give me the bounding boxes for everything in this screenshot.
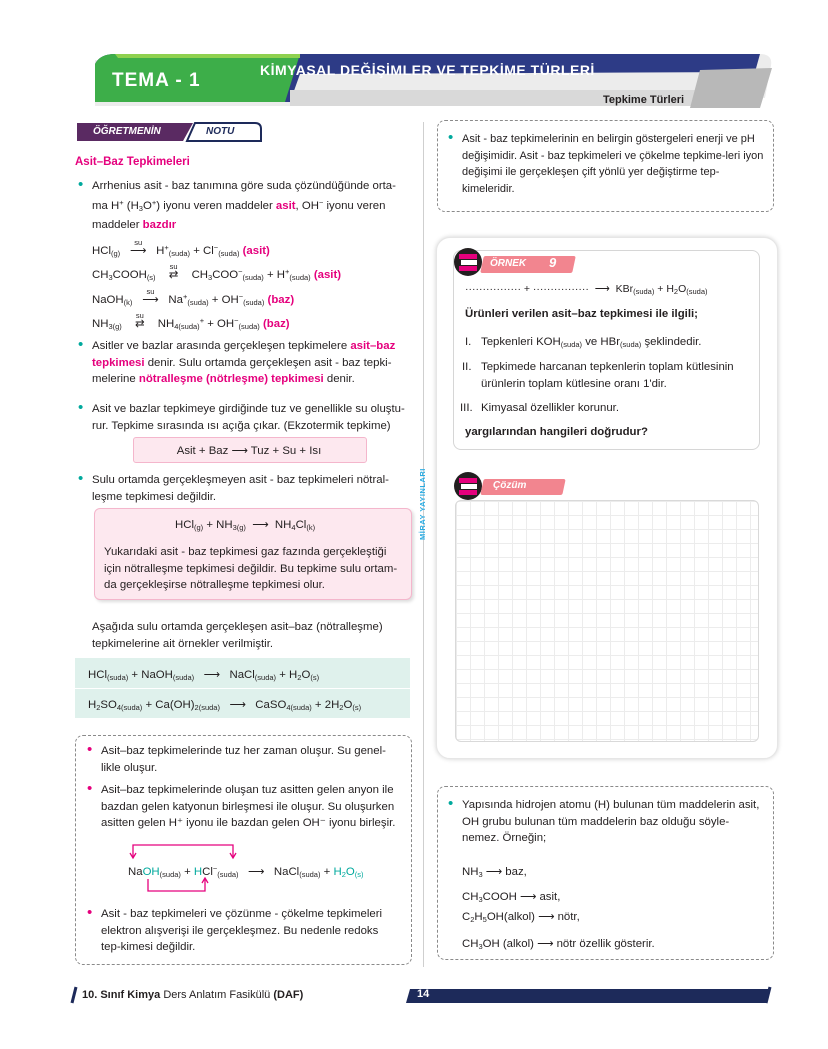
- item-1: Tepkenleri $KOH_{(suda)}$ ve HBr$_{(suda)}$ şeklindedir.: [481, 336, 702, 349]
- bullet-not-neutral: • Sulu ortamda gerçekleşmeyen asit - baz tepkimeleri nötral-leşme tepkimesi değildir.: [92, 472, 410, 505]
- bullet-asit-baz-def: • Asitler ve bazlar arasında gerçekleşen tepkimelere asit–baz tepkimesi denir. Sulu ortamda gerçekleşen asit - baz tepki- melerine nötralleşme (nötrleşme) tepkimesi denir.: [92, 338, 410, 388]
- neutralization-diagram: NaOH$_{(suda)}$ + HCl−$_{(suda)}$ ⟶ NaCl$_{(suda)}$ + $H_2O_{(s)}$: [125, 843, 385, 893]
- reaction-box-text: Asit + Baz ⟶ Tuz + Su + Isı: [176, 445, 322, 457]
- note-tuz: • Asit–baz tepkimelerinde tuz her zaman oluşur. Su genel-likle oluşur.: [101, 743, 401, 776]
- example-ch3oh: $CH_3OH$ (alkol) ⟶ nötr özellik gösterir.: [462, 938, 655, 951]
- equation-nh3: $NH_{3(g)}$ su ⇄ $NH_{4(suda)}^+ + OH^-_{(suda)}$ (baz): [92, 311, 290, 331]
- section-title: Asit–Baz Tepkimeleri: [75, 156, 190, 168]
- examples-intro: Aşağıda sulu ortamda gerçekleşen asit–baz (nötralleşme) tepkimelerine ait örnekler verilmiştir.: [92, 621, 383, 650]
- note-energy-ph: • Asit - baz tepkimelerinin en belirgin göstergeleri enerji ve pH değişimidir. Asit - baz tepkimeleri ve çökelme tepkime-leri iyon değişimi ile gerçekleşen çift yönlü yer değiştirme tep-kimeleridir.: [462, 131, 764, 197]
- equation-ch3cooh: $CH_3COOH_{(s)}$ su ⇄ $CH_3COO^-_{(suda)} + H^+_{(suda)}$ (asit): [92, 262, 342, 282]
- example-hcl-naoh: HCl$_{(suda)}$ + NaOH$_{(suda)}$ ⟶ NaCl$_{(suda)}$ + $H_2O_{(s)}$: [88, 669, 320, 682]
- pink-box-equation: $HCl_{(g)} + NH_{3(g)}$ ⟶ $NH_4Cl_{(k)}$: [175, 519, 316, 532]
- example-nh3: $NH_3$ ⟶ baz,: [462, 866, 527, 879]
- ask-text: yargılarından hangileri doğrudur?: [465, 426, 648, 438]
- equation-naoh: NaOH$_{(k)}$ su ⟶ $Na^+_{(suda)} + OH^-_{(suda)}$ (baz): [92, 287, 295, 307]
- note-tuz-olusum: • Asit–baz tepkimelerinde oluşan tuz asitten gelen anyon ile bazdan gelen katyonun birleşmesi ile oluşur. Su oluşurken asitten gelen H⁺ iyonu ile bazdan gelen OH⁻ iyonu birleşir.: [101, 782, 401, 832]
- book-stack-icon-2: [452, 471, 486, 501]
- bullet-tuz-su: • Asit ve bazlar tepkimeye girdiğinde tuz ve genellikle su oluştu-rur. Tepkime sırasında ısı açığa çıkar. (Ekzotermik tepkime): [92, 401, 410, 434]
- question-text: Ürünleri verilen asit–baz tepkimesi ile ilgili;: [465, 308, 698, 320]
- teacher-note-label2: NOTU: [206, 126, 235, 137]
- item-3: Kimyasal özellikler korunur.: [481, 402, 620, 414]
- note-hydrogen: • Yapısında hidrojen atomu (H) bulunan tüm maddelerin asit, OH grubu bulunan tüm maddelerin baz olduğu söyle-nemez. Örneğin;: [462, 797, 764, 847]
- item-2: Tepkimede harcanan tepkenlerin toplam kütlesinin ürünlerin toplam kütlesine oranı 1'dir.: [481, 361, 734, 390]
- header-subtitle: Tepkime Türleri: [603, 94, 685, 106]
- tema-label: TEMA - 1: [112, 70, 201, 91]
- note-redoks: • Asit - baz tepkimeleri ve çözünme - çökelme tepkimeleri elektron alışverişi ile gerçekleşmez. Bu nedenle redoks tep-kimesi değildir.: [101, 906, 401, 956]
- pink-box-text: Yukarıdaki asit - baz tepkimesi gaz fazında gerçekleştiği için nötralleşme tepkimesi değildir. Bu tepkime sulu ortam-da gerçekleşirse nötralleşme tepkimesi olur.: [104, 546, 398, 591]
- footer-book-title: 10. Sınıf Kimya Ders Anlatım Fasikülü (DAF): [82, 989, 304, 1001]
- cozum-label: Çözüm: [493, 480, 527, 491]
- page-number: 14: [417, 988, 430, 1000]
- solution-grid-area[interactable]: [455, 500, 759, 742]
- item-3-num: III.: [460, 402, 473, 414]
- teacher-note-label: ÖĞRETMENİN: [93, 126, 161, 137]
- bullet-arrhenius: • Arrhenius asit - baz tanımına göre suda çözündüğünde orta- ma H+ $(H_3O^+)$ iyonu veren maddeler asit, OH− iyonu veren maddeler bazdır: [92, 178, 410, 234]
- item-2-num: II.: [462, 361, 472, 373]
- publisher-side-label: MİRAY YAYINLARI: [418, 468, 427, 540]
- example-ch3cooh: $CH_3COOH$ ⟶ asit,: [462, 891, 561, 904]
- example-h2so4: $H_2SO_{4(suda)} + Ca(OH)_{2(suda)}$ ⟶ CaSO$_{4(suda)}$ + $2H_2O_{(s)}$: [88, 699, 362, 712]
- ornek-equation: ················ + ················ ⟶ $KBr_{(suda)} + H_2O_{(suda)}$: [465, 283, 708, 296]
- equation-hcl: HCl$_{(g)}$ su ⟶ $H^+_{(suda)} + Cl^-_{(suda)}$ (asit): [92, 238, 270, 258]
- column-divider: [423, 122, 424, 967]
- header-title: KİMYASAL DEĞİŞİMLER VE TEPKİME TÜRLERİ: [260, 62, 595, 78]
- ornek-label: ÖRNEK: [490, 258, 527, 269]
- ornek-number: 9: [549, 255, 557, 270]
- item-1-num: I.: [465, 336, 472, 348]
- example-c2h5oh: $C_2H_5OH(alkol)$ ⟶ nötr,: [462, 911, 580, 924]
